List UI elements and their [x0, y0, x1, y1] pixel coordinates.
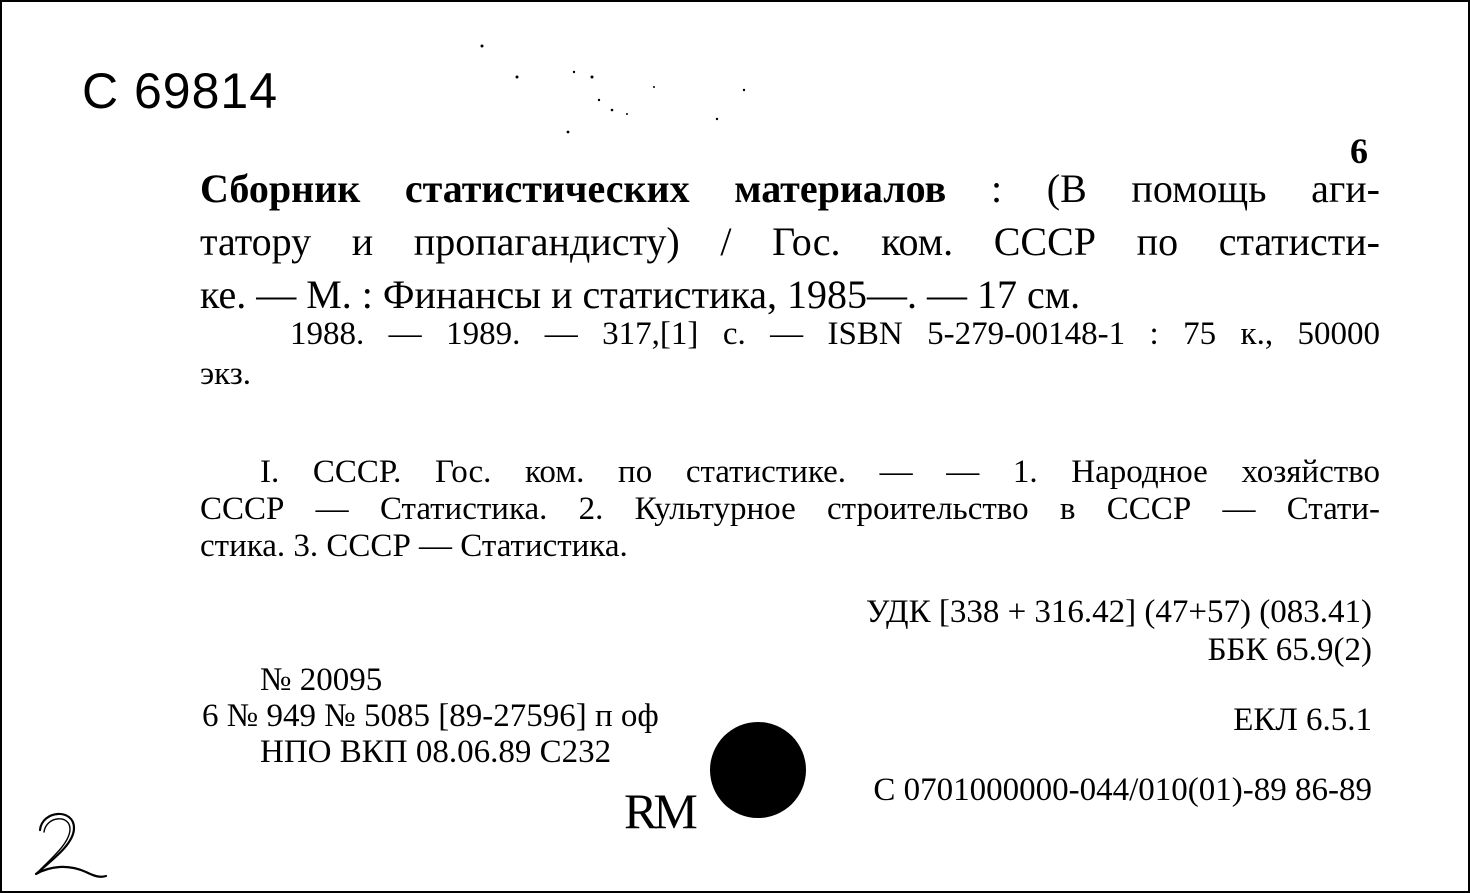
ekl-classification: ЕКЛ 6.5.1: [1233, 702, 1372, 738]
print-info: 6 № 949 № 5085 [89-27596] п оф: [202, 698, 659, 734]
title-rest: : (В помощь аги-: [946, 166, 1380, 211]
handwritten-number: [28, 802, 108, 882]
subject-headings: [200, 454, 1380, 565]
volumes-statement: [200, 314, 1380, 394]
shelf-mark: С 69814: [82, 63, 279, 119]
title-line-1: [200, 162, 1380, 215]
title-main: Сборник статистических материалов: [200, 166, 947, 211]
bbk-classification: ББК 65.9(2): [1207, 632, 1372, 668]
rm-mark: RM: [624, 783, 694, 839]
title-line-2: татору и пропагандисту) / Гос. ком. СССР по статисти-: [200, 219, 1380, 264]
order-number: № 20095: [260, 662, 383, 698]
subject-line-2: СССР — Статистика. 2. Культурное строительство в СССР — Стати-: [200, 491, 1380, 527]
catalog-code: С 0701000000-044/010(01)-89 86-89: [873, 772, 1372, 808]
title-statement: [200, 162, 1380, 321]
npo-line: НПО ВКП 08.06.89 С232: [260, 734, 612, 770]
udk-classification: УДК [338 + 316.42] (47+57) (083.41): [866, 594, 1372, 630]
volume-marker: 6: [1350, 131, 1368, 171]
subject-line-1: I. СССР. Гос. ком. по статистике. — — 1. Народное хозяйство: [260, 454, 1380, 490]
title-line-3: ке. — М. : Финансы и статистика, 1985—. — 17 см.: [200, 272, 1081, 317]
volumes-line-1: 1988. — 1989. — 317,[1] с. — ISBN 5-279-00148-1 : 75 к., 50000: [290, 316, 1380, 352]
subject-line-3: стика. 3. СССР — Статистика.: [200, 528, 628, 564]
ink-blot: [710, 722, 806, 818]
volumes-line-2: экз.: [200, 356, 252, 392]
